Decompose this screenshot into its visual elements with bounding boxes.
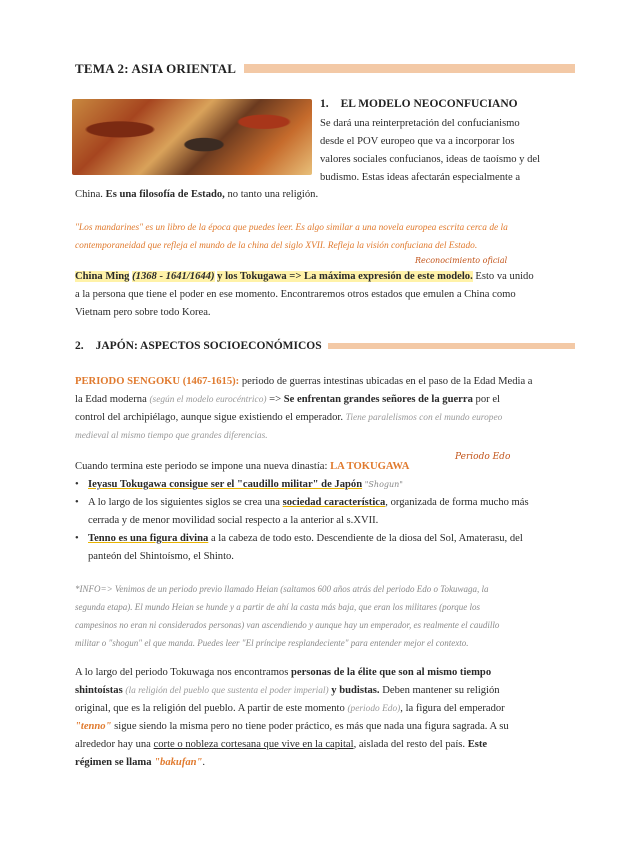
text-span: la Edad moderna (75, 394, 147, 405)
subsection-number: 1. (320, 98, 329, 110)
bold-text: Este (467, 739, 488, 750)
note-line: "Los mandarines" es un libro de la época que puedes leer. Es algo similar a una novela europea escrita cerca de la (75, 223, 508, 233)
note-line: segunda etapa). El mundo Heian se hunde y a partir de ahí la casta más baja, que eran los militares (porque los (75, 602, 481, 612)
underlined-text: corte o nobleza cortesana que vive en la capital (153, 739, 354, 750)
subsection-title: JAPÓN: ASPECTOS SOCIOECONÓMICOS (95, 340, 322, 352)
highlight-text: China Ming (75, 271, 130, 282)
text-line: panteón del Shintoísmo, el Shinto. (88, 551, 234, 562)
text-line (75, 700, 595, 718)
text-span: alrededor hay una (75, 739, 151, 750)
text-line (75, 718, 595, 736)
term-label: "tenno" (75, 721, 112, 732)
title-rule (244, 64, 575, 73)
text-line: cerrada y de menor movilidad social respecto a la anterior al s.XVII. (88, 515, 379, 526)
text-line (75, 268, 595, 286)
text-line (75, 664, 595, 682)
section-title: TEMA 2: ASIA ORIENTAL (75, 61, 237, 76)
text-span: a la cabeza de todo esto. Descendiente de la diosa del Sol, Amaterasu, del (210, 533, 523, 544)
bold-text: personas de la élite que son al mismo tiempo (291, 667, 492, 678)
text-line: valores sociales confucianos, ideas de taoísmo y del (320, 154, 541, 165)
text-line (75, 754, 595, 772)
handwritten-annotation: Reconocimiento oficial (415, 256, 508, 265)
text-line (75, 373, 595, 391)
text-span: China. (75, 189, 103, 200)
text-span: sigue siendo la misma pero no tiene poder práctico, es más que nada una figura sagrada. A su (114, 721, 509, 732)
note-line: *INFO=> Venimos de un periodo previo llamado Heian (saltamos 600 años atrás del periodo Edo o Tokuwaga, la (75, 584, 489, 594)
aside-text: (la religión del pueblo que sustenta el poder imperial) (125, 686, 329, 696)
sengoku-paragraph (75, 373, 595, 445)
book-note (75, 219, 585, 255)
text-line: Se dará una reinterpretación del confucianismo (320, 118, 520, 129)
text-span: , la figura del emperador (400, 703, 505, 714)
text-span: A lo largo de los siguientes siglos se crea una (88, 497, 280, 508)
aside-text: Tiene paralelismos con el mundo europeo (345, 413, 503, 423)
text-span: A lo largo del periodo Tokuwaga nos encontramos (75, 667, 289, 678)
text-span: no tanto una religión. (227, 189, 319, 200)
aside-text: medieval al mismo tiempo que grandes diferencias. (75, 431, 268, 441)
text-span: , organizada de forma mucho más (385, 497, 529, 508)
subsection-number: 2. (75, 340, 84, 352)
ming-paragraph (75, 268, 595, 322)
text-span: Esto va unido (475, 271, 534, 282)
list-item (75, 494, 595, 530)
bold-text: Tenno es una figura divina (88, 533, 209, 544)
highlight-text: y los Tokugawa => La máxima expresión de este modelo. (217, 271, 473, 282)
aside-text: (según el modelo eurocéntrico) (149, 395, 267, 405)
highlight-text: (1368 - 1641/1644) (132, 271, 215, 282)
text-line: desde el POV europeo que va a incorporar los (320, 136, 515, 147)
dynasty-label: LA TOKUGAWA (330, 461, 410, 472)
bold-text: Ieyasu Tokugawa consigue ser el "caudillo militar" de Japón (88, 479, 363, 490)
tokugawa-line (75, 458, 595, 476)
subsection-title: EL MODELO NEOCONFUCIANO (340, 98, 518, 110)
bold-text: Se enfrentan grandes señores de la guerra (283, 394, 473, 405)
text-line: a la persona que tiene el poder en ese momento. Encontraremos otros estados que emulen a China como (75, 289, 516, 300)
handwritten-annotation: Periodo Edo (455, 452, 511, 462)
note-line: campesinos no eran ni considerados personas) van ascendiendo y aunque hay un emperador, es realmente el caudillo (75, 620, 500, 630)
text-span: control del archipiélago, aunque sigue existiendo el emperador. (75, 412, 343, 423)
heading-rule (328, 343, 575, 349)
list-item (75, 530, 595, 566)
bold-text: y budistas. (331, 685, 380, 696)
text-span: Cuando termina este periodo se impone una nueva dinastía: (75, 461, 328, 472)
text-line (75, 409, 595, 427)
term-label: "bakufan" (154, 757, 203, 768)
note-line: contemporaneidad que refleja el mundo de la china del siglo XVII. Refleja la visión confuciana del Estado. (75, 241, 478, 251)
info-note (75, 580, 595, 652)
text-line (75, 682, 595, 700)
text-span: . (202, 757, 206, 768)
bullet-list (75, 476, 595, 566)
intro-paragraph-end (75, 186, 318, 204)
handwritten-annotation: "Shogun" (364, 480, 403, 489)
text-line: budismo. Estas ideas afectarán especialmente a (320, 172, 521, 183)
subsection-heading (320, 98, 518, 110)
note-line: militar o "shogun" el que manda. Puedes leer "El príncipe resplandeciente" para entender mejor el contexto. (75, 638, 469, 648)
bold-text: régimen se llama (75, 757, 152, 768)
bold-text: sociedad característica (282, 497, 386, 508)
text-span: por el (475, 394, 500, 405)
text-span: periodo de guerras intestinas ubicadas en el paso de la Edad Media a (241, 376, 533, 387)
final-paragraph (75, 664, 595, 772)
bold-text: shintoístas (75, 685, 123, 696)
period-label: PERIODO SENGOKU (1467-1615): (75, 376, 240, 387)
intro-paragraph (320, 115, 580, 187)
text-line (75, 736, 595, 754)
text-span: , aislada del resto del país. (353, 739, 466, 750)
text-span: original, que es la religión del pueblo. A partir de este momento (75, 703, 345, 714)
subsection-heading (75, 340, 322, 352)
text-line (75, 391, 595, 409)
text-span: => (269, 394, 282, 405)
painting-image (72, 99, 312, 175)
bold-text: Es una filosofía de Estado, (105, 189, 225, 200)
aside-text: (periodo Edo) (347, 704, 401, 714)
list-item (75, 476, 595, 494)
text-span: Deben mantener su religión (382, 685, 500, 696)
text-line: Vietnam pero sobre todo Korea. (75, 307, 211, 318)
